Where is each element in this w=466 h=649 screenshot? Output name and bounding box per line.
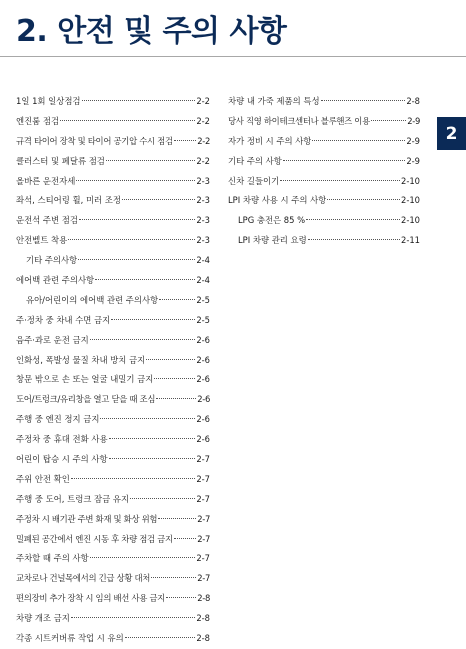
toc-left-column (16, 92, 210, 649)
toc-entry[interactable] (16, 430, 210, 450)
toc-right-column (228, 92, 420, 251)
toc-entry-page: 2-5 (196, 314, 210, 325)
toc-entry-title: 유아/어린이의 에어백 관련 주의사항 (26, 294, 159, 305)
toc-entry-title: 엔진룸 점검 (16, 115, 60, 126)
toc-entry-title: LPI 차량 관리 요령 (238, 235, 307, 246)
toc-subentry[interactable] (16, 291, 210, 311)
toc-entry-page: 2-7 (196, 473, 210, 484)
leader-dots (90, 339, 196, 340)
toc-entry-title: 자가 정비 시 주의 사항 (228, 135, 312, 146)
toc-entry[interactable] (16, 450, 210, 470)
toc-entry-page: 2-6 (196, 354, 210, 365)
toc-entry-title: 주차할 때 주의 사항 (16, 553, 89, 564)
toc-entry-title: 주정차 시 배기관 주변 화재 및 화상 위험 (16, 513, 158, 524)
leader-dots (321, 100, 406, 101)
toc-entry-title: 주행 중 엔진 정지 금지 (16, 414, 100, 425)
toc-entry-title: 각종 시트커버류 작업 시 유의 (16, 633, 124, 644)
toc-entry-title: 클러스터 및 페달류 점검 (16, 155, 105, 166)
toc-entry-page: 2-9 (406, 135, 420, 146)
toc-entry-title: 운전석 주변 점검 (16, 215, 78, 226)
leader-dots (79, 219, 195, 220)
toc-entry-title: 안전벨트 착용 (16, 235, 68, 246)
leader-dots (308, 239, 400, 240)
leader-dots (156, 398, 196, 399)
toc-entry-page: 2-2 (196, 96, 210, 106)
toc-entry[interactable] (16, 370, 210, 390)
leader-dots (327, 199, 400, 200)
leader-dots (100, 418, 195, 419)
leader-dots (280, 180, 400, 181)
toc-entry-page: 2-4 (196, 255, 210, 266)
toc-entry-page: 2-2 (197, 135, 210, 146)
toc-entry-page: 2-10 (400, 175, 420, 186)
toc-entry[interactable] (16, 92, 210, 112)
toc-entry-page: 2-2 (196, 155, 210, 166)
toc-entry[interactable] (16, 569, 210, 589)
toc-entry[interactable] (228, 92, 420, 112)
leader-dots (106, 160, 195, 161)
leader-dots (71, 478, 195, 479)
toc-entry-title: 주·정차 중 차내 수면 금지 (16, 314, 111, 325)
leader-dots (95, 279, 195, 280)
toc-entry-title: 주위 안전 확인 (16, 473, 70, 484)
toc-entry-title: 교차로나 건널목에서의 긴급 상황 대처 (16, 573, 151, 584)
toc-entry-page: 2-11 (400, 235, 420, 246)
toc-entry[interactable] (16, 410, 210, 430)
toc-subentry[interactable] (228, 211, 420, 231)
toc-entry-page: 2-6 (197, 394, 210, 405)
toc-entry[interactable] (16, 231, 210, 251)
toc-entry-page: 2-6 (196, 334, 210, 345)
toc-entry-page: 2-2 (196, 115, 210, 126)
toc-entry-page: 2-3 (196, 195, 210, 206)
toc-entry[interactable] (16, 351, 210, 371)
toc-entry-page: 2-7 (197, 513, 210, 524)
toc-entry-page: 2-3 (196, 235, 210, 246)
leader-dots (68, 239, 195, 240)
toc-entry[interactable] (16, 490, 210, 510)
leader-dots (76, 180, 195, 181)
toc-subentry[interactable] (228, 231, 420, 251)
toc-entry-page: 2-3 (196, 215, 210, 226)
leader-dots (60, 120, 195, 121)
toc-entry[interactable] (16, 589, 210, 609)
leader-dots (312, 140, 405, 141)
leader-dots (158, 518, 196, 519)
leader-dots (122, 199, 195, 200)
toc-entry-title: LPG 충전은 85 % (238, 215, 306, 226)
toc-entry-title: 밀폐된 공간에서 엔진 시동 후 차량 점검 금지 (16, 533, 173, 544)
toc-entry[interactable] (228, 132, 420, 152)
toc-entry[interactable] (16, 629, 210, 649)
toc-entry-page: 2-7 (196, 454, 210, 465)
leader-dots (283, 160, 405, 161)
toc-entry-page: 2-7 (196, 553, 210, 564)
toc-entry-page: 2-9 (407, 115, 420, 126)
toc-entry-title: 좌석, 스티어링 휠, 미러 조정 (16, 195, 121, 206)
toc-entry[interactable] (16, 152, 210, 172)
toc-entry[interactable] (16, 549, 210, 569)
leader-dots (111, 319, 195, 320)
leader-dots (306, 219, 400, 220)
toc-entry[interactable] (16, 311, 210, 331)
leader-dots (109, 458, 196, 459)
toc-entry[interactable] (228, 172, 420, 192)
toc-entry-title: 1일 1회 일상점검 (16, 96, 81, 106)
page-title: 2. 안전 및 주의 사항 (16, 14, 287, 49)
leader-dots (151, 577, 196, 578)
leader-dots (154, 378, 195, 379)
toc-entry-title: 음주·과로 운전 금지 (16, 334, 89, 345)
toc-entry[interactable] (16, 172, 210, 192)
toc-entry[interactable] (16, 331, 210, 351)
leader-dots (174, 538, 196, 539)
toc-entry-title: 차량 개조 금지 (16, 613, 70, 624)
toc-entry-page: 2-5 (196, 294, 210, 305)
toc-entry-title: 올바른 운전자세 (16, 175, 76, 186)
toc-entry-page: 2-3 (196, 175, 210, 186)
leader-dots (146, 359, 195, 360)
toc-entry-page: 2-10 (400, 195, 420, 206)
toc-entry-page: 2-7 (196, 493, 210, 504)
toc-entry-title: 주행 중 도어, 트렁크 잠금 유지 (16, 493, 130, 504)
toc-entry-page: 2-7 (197, 573, 210, 584)
leader-dots (166, 597, 196, 598)
toc-entry[interactable] (16, 609, 210, 629)
toc-entry[interactable] (16, 132, 210, 152)
toc-entry-title: 기타 주의사항 (26, 255, 78, 266)
toc-entry-title: 에어백 관련 주의사항 (16, 275, 95, 286)
leader-dots (125, 637, 196, 638)
leader-dots (371, 120, 406, 121)
leader-dots (174, 140, 196, 141)
leader-dots (109, 438, 196, 439)
toc-entry-title: 주정차 중 휴대 전화 사용 (16, 434, 108, 445)
chapter-tab[interactable]: 2 (437, 117, 466, 150)
toc-entry-page: 2-8 (196, 633, 210, 644)
toc-entry[interactable] (16, 530, 210, 550)
toc-entry-page: 2-6 (196, 434, 210, 445)
toc-entry-page: 2-6 (196, 414, 210, 425)
toc-entry[interactable] (228, 191, 420, 211)
toc-entry[interactable] (228, 152, 420, 172)
toc-entry-title: 어린이 탑승 시 주의 사항 (16, 454, 108, 465)
toc-entry-page: 2-9 (406, 155, 420, 166)
toc-entry-title: 창문 밖으로 손 또는 얼굴 내밀기 금지 (16, 374, 154, 385)
toc-entry[interactable] (228, 112, 420, 132)
leader-dots (159, 299, 195, 300)
leader-dots (130, 498, 195, 499)
toc-entry-page: 2-7 (197, 533, 210, 544)
toc-subentry[interactable] (16, 251, 210, 271)
toc-entry-page: 2-8 (196, 613, 210, 624)
toc-entry[interactable] (16, 470, 210, 490)
toc-entry-page: 2-4 (196, 275, 210, 286)
toc-entry-title: 당사 직영 하이테크센터나 블루핸즈 이용 (228, 115, 370, 126)
toc-entry-title: 도어/트렁크/유리창을 열고 닫을 때 조심 (16, 394, 156, 405)
title-divider (0, 56, 466, 57)
toc-entry-page: 2-6 (196, 374, 210, 385)
toc-entry-page: 2-8 (406, 96, 420, 106)
toc-entry[interactable] (16, 191, 210, 211)
toc-entry-page: 2-10 (400, 215, 420, 226)
toc-entry[interactable] (16, 211, 210, 231)
toc-entry-title: 기타 주의 사항 (228, 155, 282, 166)
leader-dots (71, 617, 195, 618)
leader-dots (78, 259, 195, 260)
toc-entry-title: LPI 차량 사용 시 주의 사항 (228, 195, 327, 206)
toc-entry-title: 신차 길들이기 (228, 175, 280, 186)
toc-entry-title: 편의장비 추가 장착 시 임의 배선 사용 금지 (16, 593, 165, 604)
toc-entry-title: 인화성, 폭발성 물질 차내 방치 금지 (16, 354, 146, 365)
toc-entry-title: 차량 내 가죽 제품의 특성 (228, 96, 320, 106)
toc-entry[interactable] (16, 510, 210, 530)
leader-dots (90, 557, 196, 558)
toc-entry[interactable] (16, 112, 210, 132)
toc-entry[interactable] (16, 390, 210, 410)
toc-entry-title: 규격 타이어 장착 및 타이어 공기압 수시 점검 (16, 135, 173, 146)
toc-entry-page: 2-8 (197, 593, 210, 604)
toc-entry[interactable] (16, 271, 210, 291)
leader-dots (82, 100, 196, 101)
